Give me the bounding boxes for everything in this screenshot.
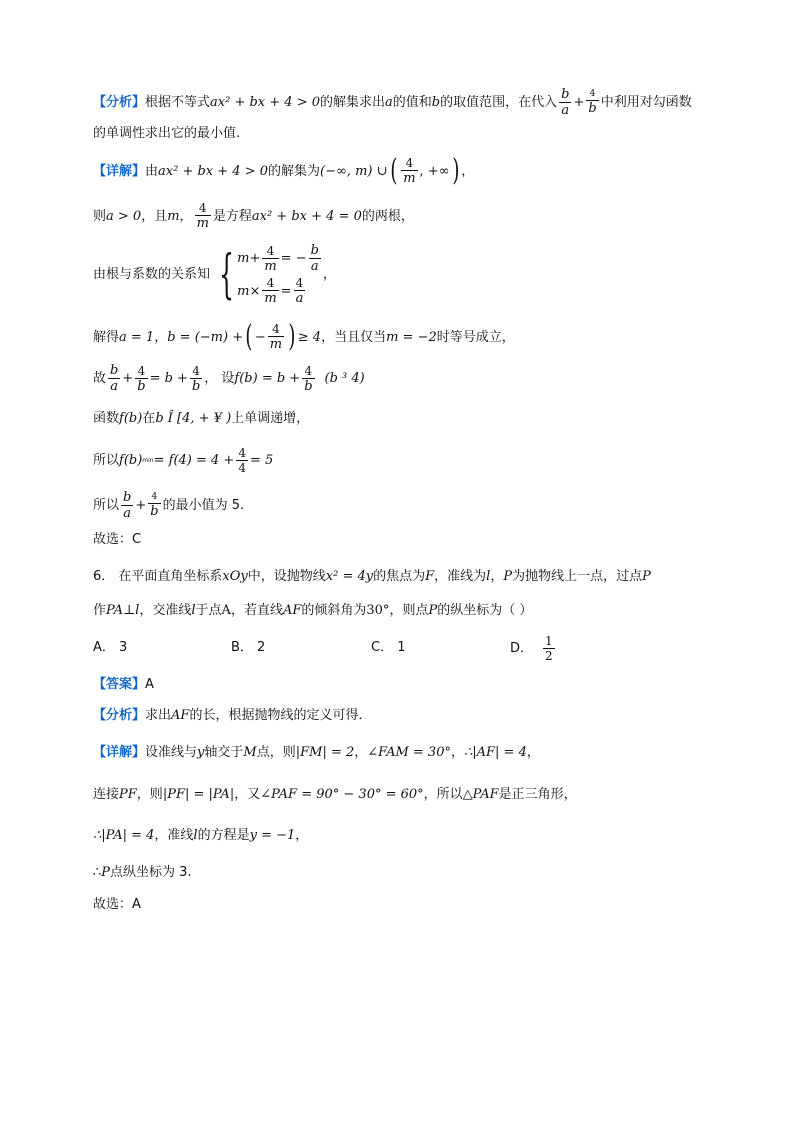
detail-line-5: 故 $\frac{b}{a}$ + $\frac{4}{b}$ = b + $\frac{4}{b}$ ， 设 f(b) = b + $\frac{4}{b}$ (b ³ 4) bbox=[93, 363, 365, 394]
answer-label: 【答案】 bbox=[93, 677, 146, 692]
detail-line-6: 函数 f(b) 在 b Î [4, + ¥ ) 上单调递增， bbox=[93, 411, 310, 426]
fraction-b-over-a: $\frac{b}{a}$ bbox=[561, 87, 570, 118]
q6-analysis-line: 【分析】 求出 AF 的长，根据抛物线的定义可得． bbox=[93, 708, 372, 723]
selection-q6: 故选：A bbox=[93, 897, 141, 912]
detail-line-7: 所以 f(b) min = f(4) = 4 + $\frac{4}{4}$ = 5 bbox=[93, 446, 274, 475]
q6-detail-line-4: ∴ P 点纵坐标为 3. bbox=[93, 865, 192, 880]
option-c[interactable]: C． 1 bbox=[371, 640, 406, 655]
detail-line-3: 由根与系数的关系知 { m + $\frac{4}{m}$ = − $\frac{b}{a}$ m × $\frac{4}{m}$ = $\frac{4}{a}$ ， bbox=[93, 243, 336, 306]
q6-detail-line-2: 连接 PF ，则 |PF| = |PA| ，又 ∠PAF = 90° − 30° = 60° ，所以 △PAF 是正三角形， bbox=[93, 787, 577, 802]
selection-q5: 故选：C bbox=[93, 532, 142, 547]
analysis-line-1: 【分析】 根据不等式 ax² + bx + 4 > 0 的解集求出 a 的值和 b 的取值范围，在代入 $\frac{b}{a}$ + $\frac{4}{b}$ 中利用对勾函数 bbox=[93, 87, 692, 118]
question-6-line-2: 作 PA⊥l ，交准线 l 于点 A ，若直线 AF 的倾斜角为 30° ，则点 P 的纵坐标为（ ） bbox=[93, 603, 533, 618]
detail-line-1: 【详解】 由 ax² + bx + 4 > 0 的解集为 (−∞, m) ∪ ( $\frac{4}{m}$ , +∞ ) ， bbox=[93, 153, 475, 188]
q6-detail-line-1: 【详解】 设准线与 y 轴交于 M 点，则 |FM| = 2 ， ∠FAM = 30° ， ∴|AF| = 4 ， bbox=[93, 745, 540, 760]
detail-line-8: 所以 $\frac{b}{a}$ + $\frac{4}{b}$ 的最小值为 5. bbox=[93, 490, 245, 521]
detail-line-2: 则 a > 0 ，且 m ， $\frac{4}{m}$ 是方程 ax² + bx + 4 = 0 的两根， bbox=[93, 201, 414, 231]
detail-label: 【详解】 bbox=[93, 163, 146, 179]
option-a[interactable]: A． 3 bbox=[93, 640, 128, 655]
detail-line-4: 解得 a = 1 ， b = (−m) + ( − $\frac{4}{m}$ ) ≥ 4 ，当且仅当 m = −2 时等号成立， bbox=[93, 319, 515, 354]
q6-detail-line-3: ∴|PA| = 4 ，准线 l 的方程是 y = −1 ， bbox=[93, 828, 309, 843]
analysis-line-2: 的单调性求出它的最小值. bbox=[93, 126, 241, 141]
option-d[interactable]: D． $\frac{1}{2}$ bbox=[510, 634, 553, 663]
fraction-4-over-b: $\frac{4}{b}$ bbox=[588, 89, 597, 116]
question-6-line-1: 6． 在平面直角坐标系 xOy 中，设抛物线 x² = 4y 的焦点为 F ，准线为 l ， P 为抛物线上一点，过点 P bbox=[93, 569, 651, 584]
fraction-4-over-m: $\frac{4}{m}$ bbox=[403, 156, 416, 186]
analysis-label: 【分析】 bbox=[93, 95, 146, 110]
answer-line: 【答案】 A bbox=[93, 677, 154, 692]
equation-system: m + $\frac{4}{m}$ = − $\frac{b}{a}$ m × $\frac{4}{m}$ = $\frac{4}{a}$ bbox=[237, 243, 319, 306]
option-b[interactable]: B． 2 bbox=[231, 640, 266, 655]
